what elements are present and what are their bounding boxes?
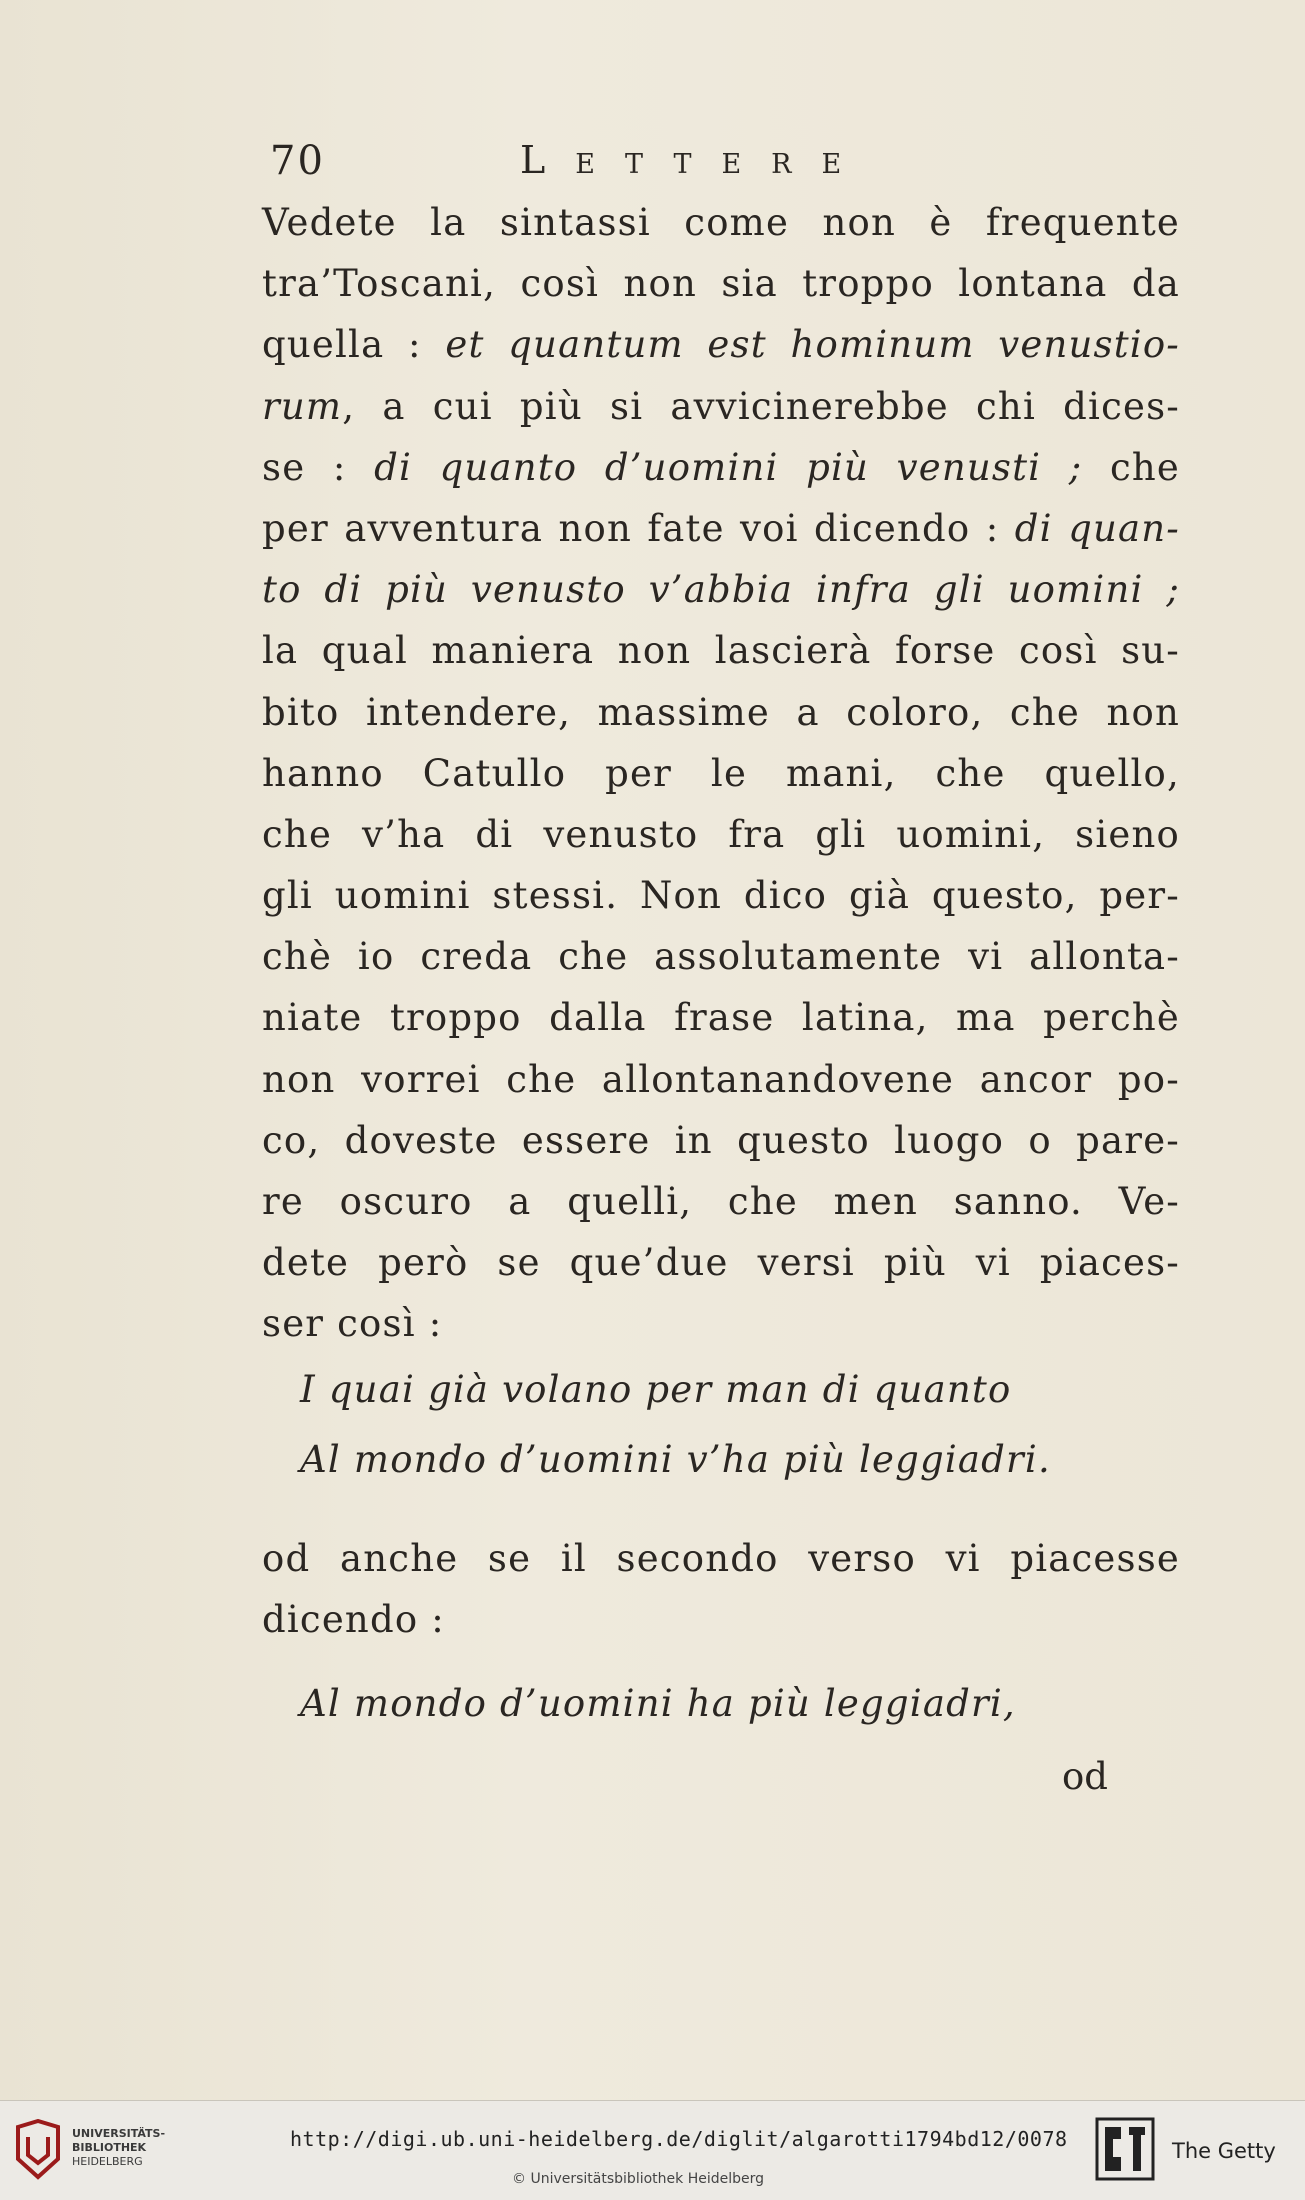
copyright-notice: © Universitätsbibliothek Heidelberg	[512, 2171, 765, 2187]
body-paragraph	[262, 192, 1180, 1355]
text-run: la qual maniera non lascierà forse così su-	[262, 629, 1180, 673]
text-line	[262, 1232, 1180, 1293]
text-run: ser così :	[262, 1302, 443, 1346]
text-line	[262, 1293, 1180, 1354]
text-run: quella :	[262, 323, 446, 367]
text-line	[262, 987, 1180, 1048]
text-run: non vorrei che allontanandovene ancor po-	[262, 1057, 1180, 1101]
text-line	[262, 559, 1180, 620]
text-run: niate troppo dalla frase latina, ma perchè	[262, 996, 1180, 1040]
verse-line: Al mondo d’uomini v’ha più leggiadri.	[300, 1438, 1051, 1481]
text-line	[262, 804, 1180, 865]
text-run: bito intendere, massime a coloro, che non	[262, 690, 1180, 734]
text-run: dete però se que’due versi più vi piaces-	[262, 1241, 1180, 1285]
library-name-line: HEIDELBERG	[72, 2155, 143, 2168]
library-logo[interactable]	[14, 2115, 174, 2185]
continuation-paragraph	[262, 1528, 1180, 1650]
library-name-line: UNIVERSITÄTS-	[72, 2127, 166, 2140]
text-line	[262, 376, 1180, 437]
verse-line: Al mondo d’uomini ha più leggiadri,	[300, 1682, 1016, 1725]
text-run: tra’Toscani, così non sia troppo lontana da	[262, 262, 1180, 306]
text-line	[262, 620, 1180, 681]
text-run: per avventura non fate voi dicendo :	[262, 506, 1015, 550]
italic-quote: di quan-	[1014, 506, 1180, 550]
italic-quote: to di più venusto v’abbia infra gli uomini ;	[262, 568, 1180, 612]
catchword: od	[1062, 1755, 1108, 1798]
getty-logo[interactable]	[1095, 2117, 1295, 2187]
text-line	[262, 253, 1180, 314]
text-line	[262, 926, 1180, 987]
text-run: che	[1082, 445, 1180, 489]
text-line	[262, 1171, 1180, 1232]
running-title: Lettere	[520, 138, 872, 182]
italic-quote: et quantum est hominum venustio-	[445, 323, 1180, 367]
italic-quote: rum	[262, 384, 343, 428]
library-name-line: BIBLIOTHEK	[72, 2141, 147, 2154]
library-seal-icon	[14, 2119, 62, 2181]
text-line	[262, 1049, 1180, 1110]
text-line	[262, 192, 1180, 253]
getty-mark-icon	[1095, 2117, 1155, 2181]
running-head	[0, 138, 1305, 188]
footer-bar	[0, 2100, 1305, 2200]
text-run: hanno Catullo per le mani, che quello,	[262, 751, 1180, 795]
page-number: 70	[270, 138, 325, 184]
text-run: gli uomini stessi. Non dico già questo, per-	[262, 874, 1180, 918]
text-run: se :	[262, 445, 375, 489]
text-line	[262, 1110, 1180, 1171]
verse-line: I quai già volano per man di quanto	[300, 1368, 1012, 1411]
text-run: chè io creda che assolutamente vi allonta-	[262, 935, 1180, 979]
text-run: co, doveste essere in questo luogo o pare-	[262, 1118, 1180, 1162]
text-run: re oscuro a quelli, che men sanno. Ve-	[262, 1180, 1180, 1223]
text-line: dicendo :	[262, 1598, 445, 1642]
text-line	[262, 314, 1180, 375]
text-line	[262, 743, 1180, 804]
text-line: od anche se il secondo verso vi piacesse	[262, 1537, 1180, 1580]
text-run: Vedete la sintassi come non è frequente	[262, 201, 1180, 244]
text-run: che v’ha di venusto fra gli uomini, sieno	[262, 812, 1180, 856]
text-run: , a cui più si avvicinerebbe chi dices-	[342, 384, 1180, 428]
italic-quote: di quanto d’uomini più venusti ;	[374, 445, 1083, 489]
text-line	[262, 437, 1180, 498]
partner-name: The Getty	[1172, 2139, 1276, 2163]
document-url-link[interactable]: http://digi.ub.uni-heidelberg.de/diglit/algarotti1794bd12/0078	[290, 2127, 1068, 2151]
text-line	[262, 865, 1180, 926]
text-line	[262, 682, 1180, 743]
text-line	[262, 498, 1180, 559]
